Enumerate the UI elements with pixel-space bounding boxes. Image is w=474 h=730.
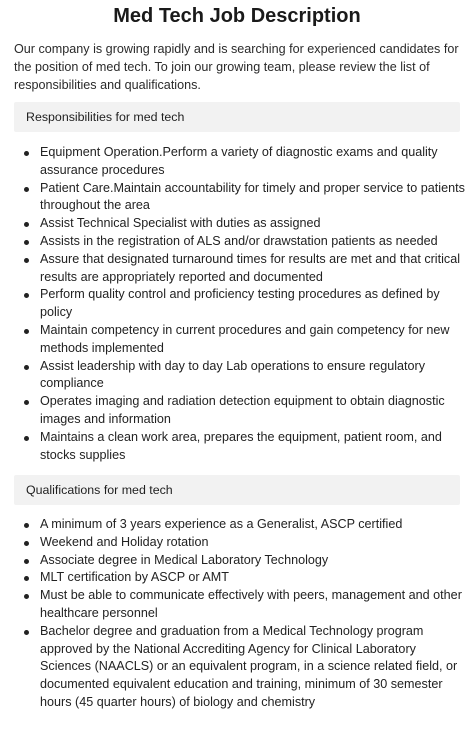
bullet-icon — [24, 559, 29, 564]
list-item: Maintain competency in current procedures and gain competency for new methods implemented — [40, 322, 468, 358]
list-item: Equipment Operation.Perform a variety of diagnostic exams and quality assurance procedures — [40, 144, 468, 180]
list-item: Patient Care.Maintain accountability for timely and proper service to patients throughout the area — [40, 180, 468, 216]
bullet-icon — [24, 187, 29, 192]
bullet-icon — [24, 594, 29, 599]
list-item: Associate degree in Medical Laboratory Technology — [40, 552, 468, 570]
list-item: Assist Technical Specialist with duties as assigned — [40, 215, 468, 233]
page-title: Med Tech Job Description — [113, 5, 361, 27]
bullet-icon — [24, 258, 29, 263]
bullet-icon — [24, 436, 29, 441]
bullet-icon — [24, 222, 29, 227]
responsibilities-heading: Responsibilities for med tech — [14, 102, 460, 132]
list-item: Must be able to communicate effectively with peers, management and other healthcare personnel — [40, 587, 468, 623]
list-item: Maintains a clean work area, prepares the equipment, patient room, and stocks supplies — [40, 429, 468, 465]
list-item: Operates imaging and radiation detection equipment to obtain diagnostic images and information — [40, 393, 468, 429]
bullet-icon — [24, 365, 29, 370]
bullet-icon — [24, 240, 29, 245]
list-item: Bachelor degree and graduation from a Medical Technology program approved by the National Accrediting Agency for Clinical Laboratory Sciences (NAACLS) or an equivalent program, in a science related field, or documented equivalent education and training, minimum of 30 semester hours (45 quarter hours) of biology and chemistry — [40, 623, 468, 712]
bullet-icon — [24, 541, 29, 546]
bullet-icon — [24, 630, 29, 635]
bullet-icon — [24, 293, 29, 298]
bullet-icon — [24, 329, 29, 334]
list-item: A minimum of 3 years experience as a Generalist, ASCP certified — [40, 516, 468, 534]
list-item: Assist leadership with day to day Lab operations to ensure regulatory compliance — [40, 358, 468, 394]
responsibilities-list — [40, 144, 468, 464]
qualifications-heading: Qualifications for med tech — [14, 475, 460, 505]
qualifications-list — [40, 516, 468, 712]
bullet-icon — [24, 576, 29, 581]
list-item: Weekend and Holiday rotation — [40, 534, 468, 552]
bullet-icon — [24, 400, 29, 405]
bullet-icon — [24, 151, 29, 156]
list-item: MLT certification by ASCP or AMT — [40, 569, 468, 587]
list-item: Perform quality control and proficiency testing procedures as defined by policy — [40, 286, 468, 322]
bullet-icon — [24, 523, 29, 528]
list-item: Assists in the registration of ALS and/or drawstation patients as needed — [40, 233, 468, 251]
list-item: Assure that designated turnaround times for results are met and that critical results are appropriately reported and documented — [40, 251, 468, 287]
intro-paragraph: Our company is growing rapidly and is searching for experienced candidates for the position of med tech. To join our growing team, please review the list of responsibilities and qualifications. — [14, 42, 459, 92]
